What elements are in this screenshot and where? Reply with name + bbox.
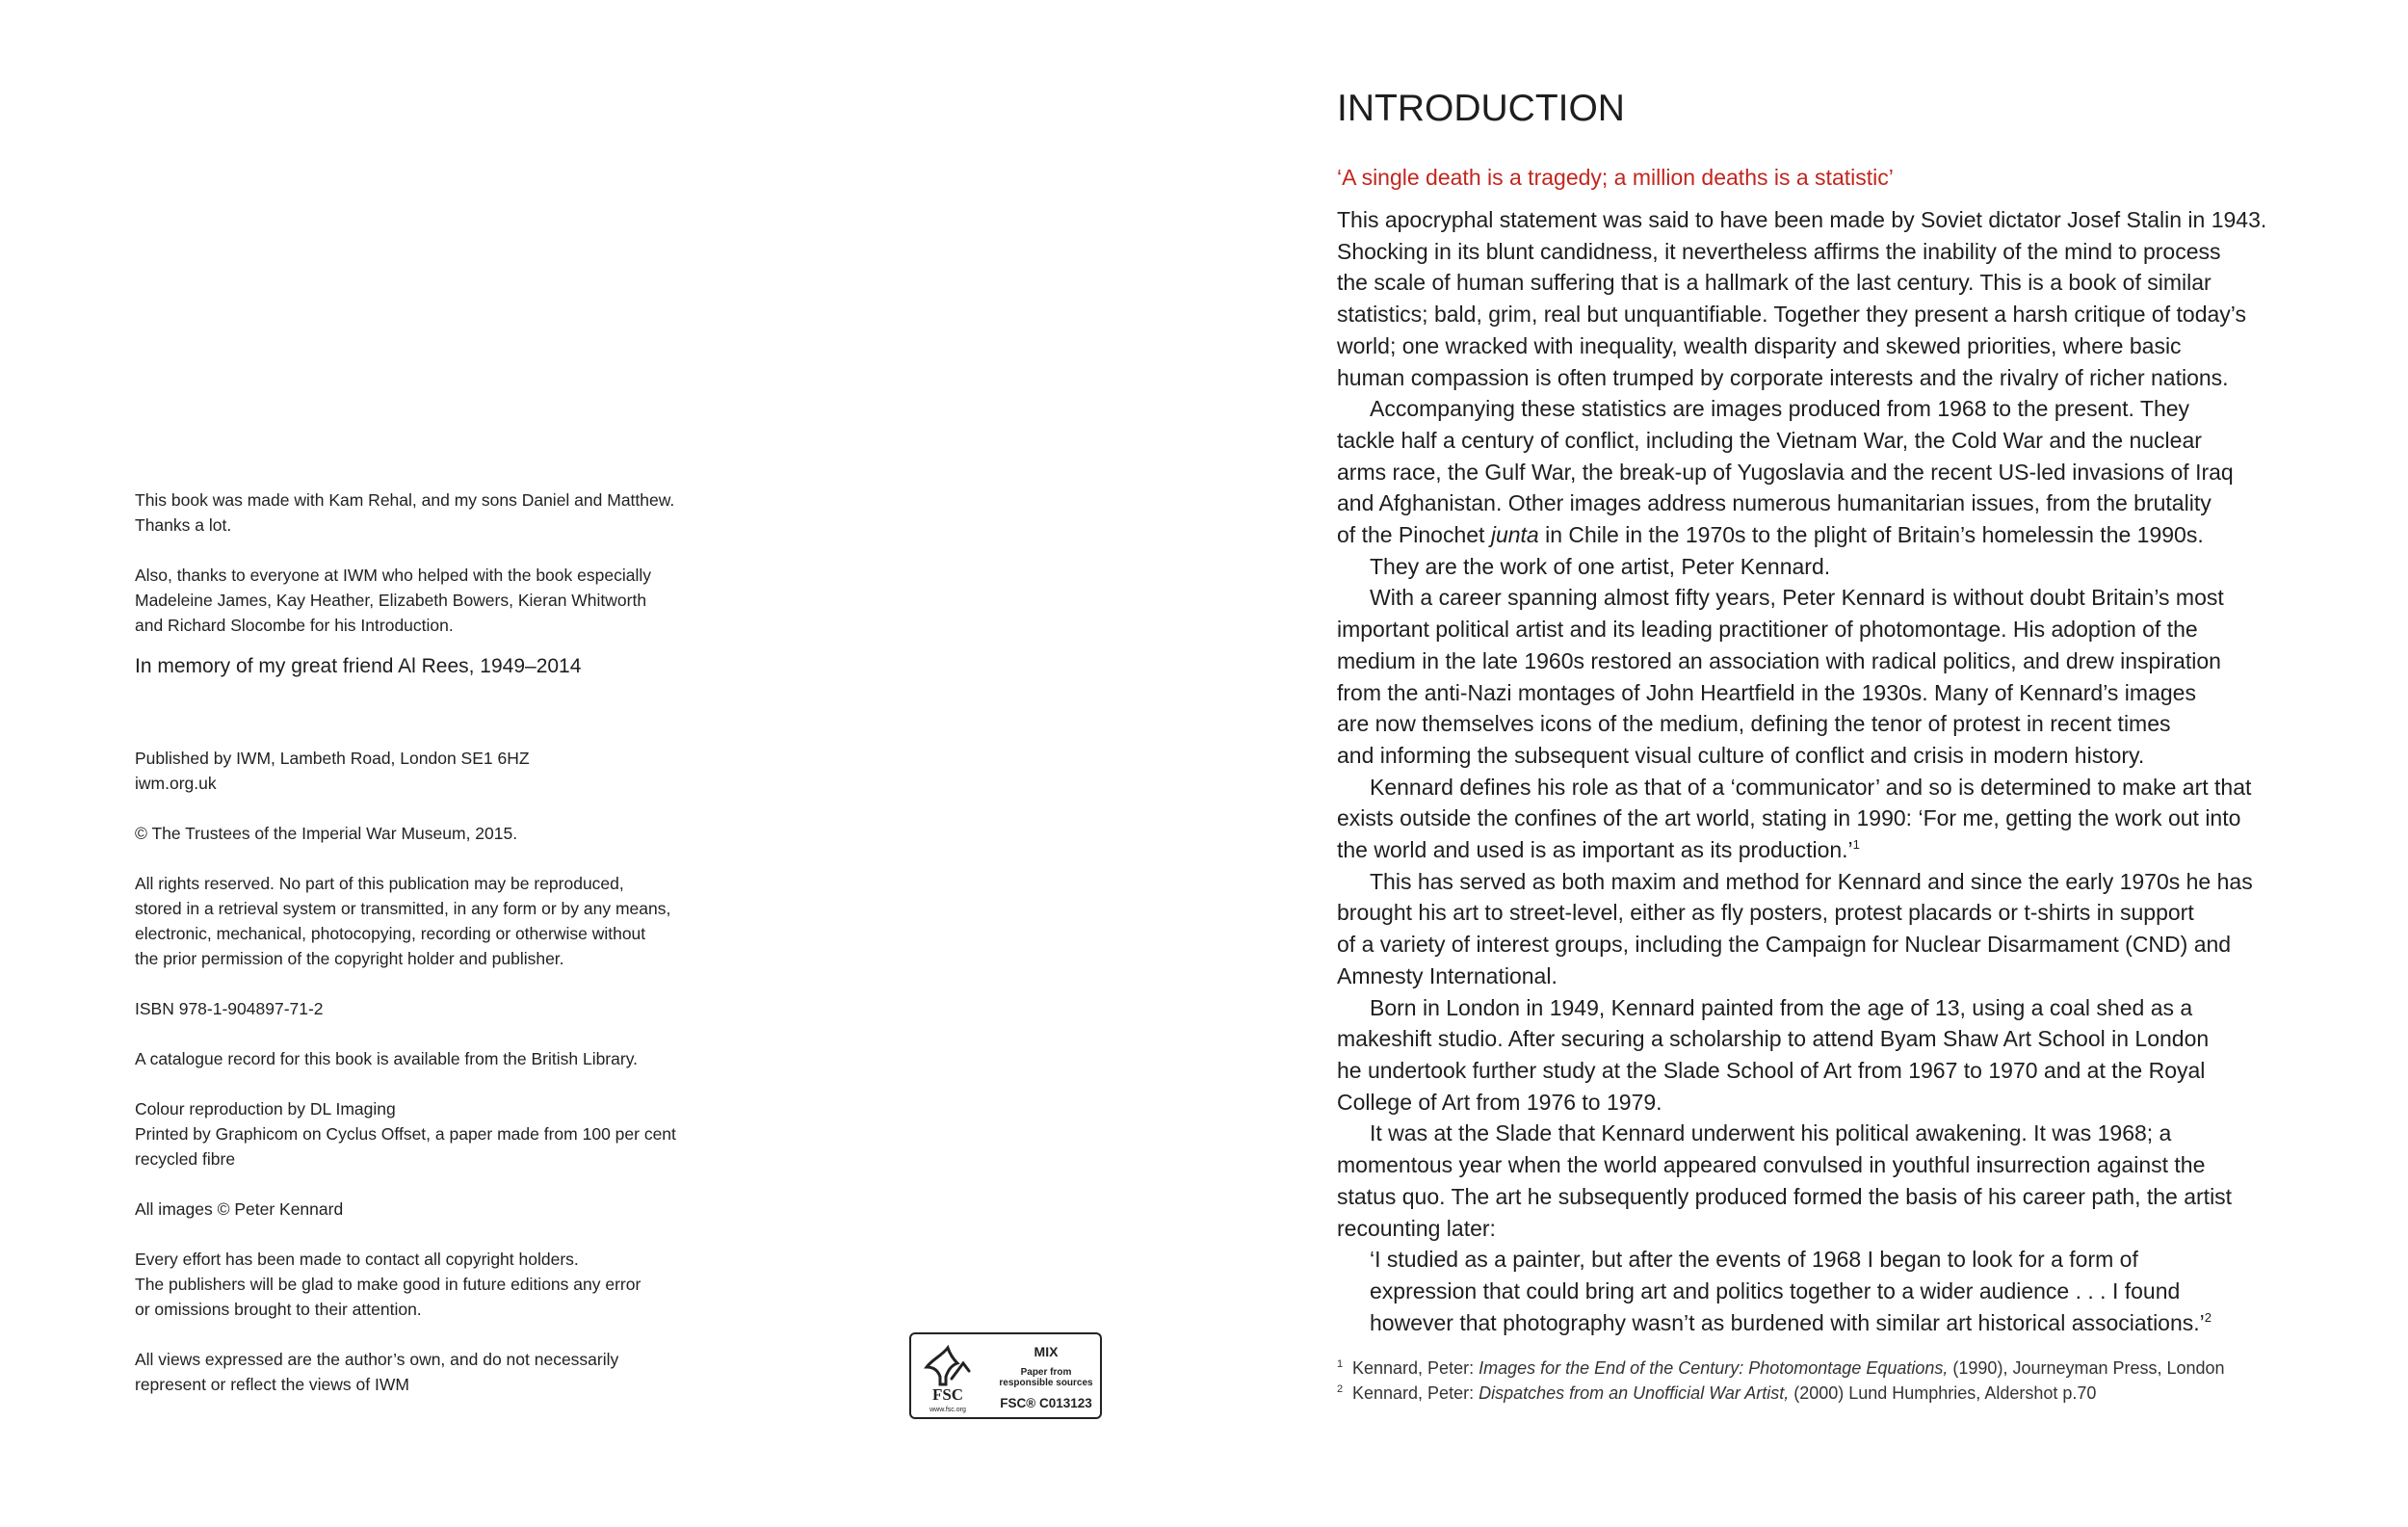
fsc-mix-text: MIX	[1034, 1344, 1059, 1359]
body-paragraph	[1337, 393, 2310, 551]
memorial-dedication: In memory of my great friend Al Rees, 1949–2014	[135, 655, 582, 677]
fsc-sources-text: Paper from responsible sources	[999, 1367, 1093, 1388]
text-line: This apocryphal statement was said to have been made by Soviet dictator Josef Stalin in 1943.	[1337, 207, 2267, 232]
fsc-license-code: FSC® C013123	[1000, 1396, 1092, 1410]
text-line: arms race, the Gulf War, the break-up of Yugoslavia and the recent US-led invasions of Iraq	[1337, 459, 2234, 485]
text-line: exists outside the confines of the art world, stating in 1990: ‘For me, getting the work out into	[1337, 805, 2241, 831]
text-line: With a career spanning almost fifty years, Peter Kennard is without doubt Britain’s most	[1370, 585, 2224, 611]
footnotes	[1337, 1356, 2310, 1406]
catalogue-record: A catalogue record for this book is available from the British Library.	[135, 1049, 639, 1068]
text-line: recounting later:	[1337, 1215, 1496, 1241]
text-line: the world and used is as important as its production.’$^1$	[1337, 837, 1860, 863]
fsc-tree-logo-icon	[919, 1342, 977, 1415]
quote-line: however that photography wasn’t as burdened with similar art historical associations.’$^2$	[1370, 1309, 2212, 1335]
rights-statement: All rights reserved. No part of this publication may be reproduced, stored in a retrieval system or transmitted, in any form or by any means, electronic, mechanical, photocopying, recording or otherwise without the prior permission of the copyright holder and publisher.	[135, 874, 671, 968]
introduction-body	[1337, 204, 2310, 1338]
views-disclaimer: All views expressed are the author’s own, and do not necessarily represent or reflect the views of IWM	[135, 1350, 619, 1394]
text-line: important political artist and its leading practitioner of photomontage. His adoption of the	[1337, 617, 2198, 643]
production-credits: Colour reproduction by DL Imaging Printed by Graphicom on Cyclus Offset, a paper made from 100 per cent recycled fibre	[135, 1099, 676, 1169]
text-line: world; one wracked with inequality, wealth disparity and skewed priorities, where basic	[1337, 332, 2182, 358]
block-quote	[1337, 1244, 2310, 1338]
text-line: human compassion is often trumped by corporate interests and the rivalry of richer nations.	[1337, 364, 2229, 390]
text-line: status quo. The art he subsequently produced formed the basis of his career path, the artist	[1337, 1183, 2233, 1209]
text-line: It was at the Slade that Kennard underwent his political awakening. It was 1968; a	[1370, 1120, 2172, 1146]
footnote-ref[interactable]: 2	[2204, 1309, 2212, 1325]
quote-line: expression that could bring art and politics together to a wider audience . . . I found	[1370, 1277, 2181, 1303]
quote-line: ‘I studied as a painter, but after the events of 1968 I began to look for a form of	[1370, 1247, 2138, 1273]
body-paragraph	[1337, 204, 2310, 393]
introduction-page	[1337, 85, 2310, 1406]
footnote: $^1$ Kennard, Peter: Images for the End of the Century: Photomontage Equations, (1990), Journeyman Press, London	[1337, 1358, 2225, 1379]
body-paragraph	[1337, 866, 2310, 992]
text-line: and Afghanistan. Other images address numerous humanitarian issues, from the brutality	[1337, 490, 2212, 516]
acknowledgement-2: Also, thanks to everyone at IWM who helped with the book especially Madeleine James, Kay Heather, Elizabeth Bowers, Kieran Whitworth and Richard Slocombe for his Introduction.	[135, 566, 651, 635]
text-line: brought his art to street-level, either as fly posters, protest placards or t-shirts in support	[1337, 900, 2194, 926]
text-line: Kennard defines his role as that of a ‘communicator’ and so is determined to make art that	[1370, 774, 2252, 800]
copyright-holders-note: Every effort has been made to contact all copyright holders. The publishers will be glad to make good in future editions any error or omissions brought to their attention.	[135, 1250, 641, 1319]
footnote: $^2$ Kennard, Peter: Dispatches from an Unofficial War Artist, (2000) Lund Humphries, Aldershot p.70	[1337, 1383, 2097, 1404]
footnote-ref[interactable]: 1	[1852, 837, 1860, 853]
text-line: momentous year when the world appeared convulsed in youthful insurrection against the	[1337, 1152, 2206, 1178]
text-line: from the anti-Nazi montages of John Heartfield in the 1930s. Many of Kennard’s images	[1337, 679, 2196, 705]
text-line: Accompanying these statistics are images produced from 1968 to the present. They	[1370, 396, 2190, 422]
footnote-publication: (1990), Journeyman Press, London	[1948, 1358, 2225, 1379]
website-link[interactable]: iwm.org.uk	[135, 774, 217, 793]
text-line: of a variety of interest groups, including the Campaign for Nuclear Disarmament (CND) and	[1337, 932, 2232, 958]
text-line: Amnesty International.	[1337, 962, 1557, 988]
text-line: makeshift studio. After securing a scholarship to attend Byam Shaw Art School in London	[1337, 1026, 2210, 1052]
body-paragraph	[1337, 1118, 2310, 1244]
imprint-page	[135, 487, 751, 1397]
footnote-author: Kennard, Peter:	[1352, 1383, 1479, 1404]
footnote-title: Dispatches from an Unofficial War Artist,	[1479, 1383, 1790, 1404]
text-line: medium in the late 1960s restored an association with radical politics, and drew inspiration	[1337, 647, 2221, 673]
body-paragraph	[1337, 992, 2310, 1119]
text-line: and informing the subsequent visual culture of conflict and crisis in modern history.	[1337, 742, 2145, 768]
epigraph-quote: ‘A single death is a tragedy; a million deaths is a statistic’	[1337, 165, 1894, 190]
page-title: INTRODUCTION	[1337, 88, 1625, 129]
body-paragraph	[1337, 582, 2310, 771]
text-line: the scale of human suffering that is a hallmark of the last century. This is a book of similar	[1337, 270, 2212, 296]
body-paragraph	[1337, 551, 2310, 583]
text-line: Born in London in 1949, Kennard painted from the age of 13, using a coal shed as a	[1370, 994, 2193, 1020]
text-line: of the Pinochet junta in Chile in the 1970s to the plight of Britain’s homelessin the 1990s.	[1337, 522, 2204, 548]
copyright-notice: © The Trustees of the Imperial War Museum, 2015.	[135, 824, 518, 843]
fsc-mix-label	[909, 1332, 1102, 1419]
fsc-logo-url: www.fsc.org	[929, 1407, 966, 1413]
publisher-address: Published by IWM, Lambeth Road, London SE1 6HZ iwm.org.uk	[135, 746, 751, 796]
text-line: They are the work of one artist, Peter Kennard.	[1370, 553, 1831, 579]
footnote-title: Images for the End of the Century: Photomontage Equations,	[1479, 1358, 1949, 1379]
text-line: statistics; bald, grim, real but unquantifiable. Together they present a harsh critique of today’s	[1337, 302, 2246, 328]
footnote-author: Kennard, Peter:	[1352, 1358, 1479, 1379]
body-paragraph	[1337, 772, 2310, 866]
text-line: College of Art from 1976 to 1979.	[1337, 1089, 1662, 1115]
footnote-publication: (2000) Lund Humphries, Aldershot p.70	[1789, 1383, 2097, 1404]
text-line: tackle half a century of conflict, including the Vietnam War, the Cold War and the nuclear	[1337, 427, 2202, 453]
text-line: Shocking in its blunt candidness, it nevertheless affirms the inability of the mind to process	[1337, 238, 2221, 264]
image-credits: All images © Peter Kennard	[135, 1199, 344, 1219]
isbn: ISBN 978-1-904897-71-2	[135, 999, 324, 1018]
text-line: are now themselves icons of the medium, defining the tenor of protest in recent times	[1337, 711, 2171, 737]
text-line: he undertook further study at the Slade School of Art from 1967 to 1970 and at the Royal	[1337, 1057, 2206, 1083]
acknowledgement-1: This book was made with Kam Rehal, and my sons Daniel and Matthew. Thanks a lot.	[135, 490, 675, 535]
text-line: This has served as both maxim and method for Kennard and since the early 1970s he has	[1370, 868, 2253, 894]
fsc-logo-text: FSC	[931, 1385, 964, 1404]
